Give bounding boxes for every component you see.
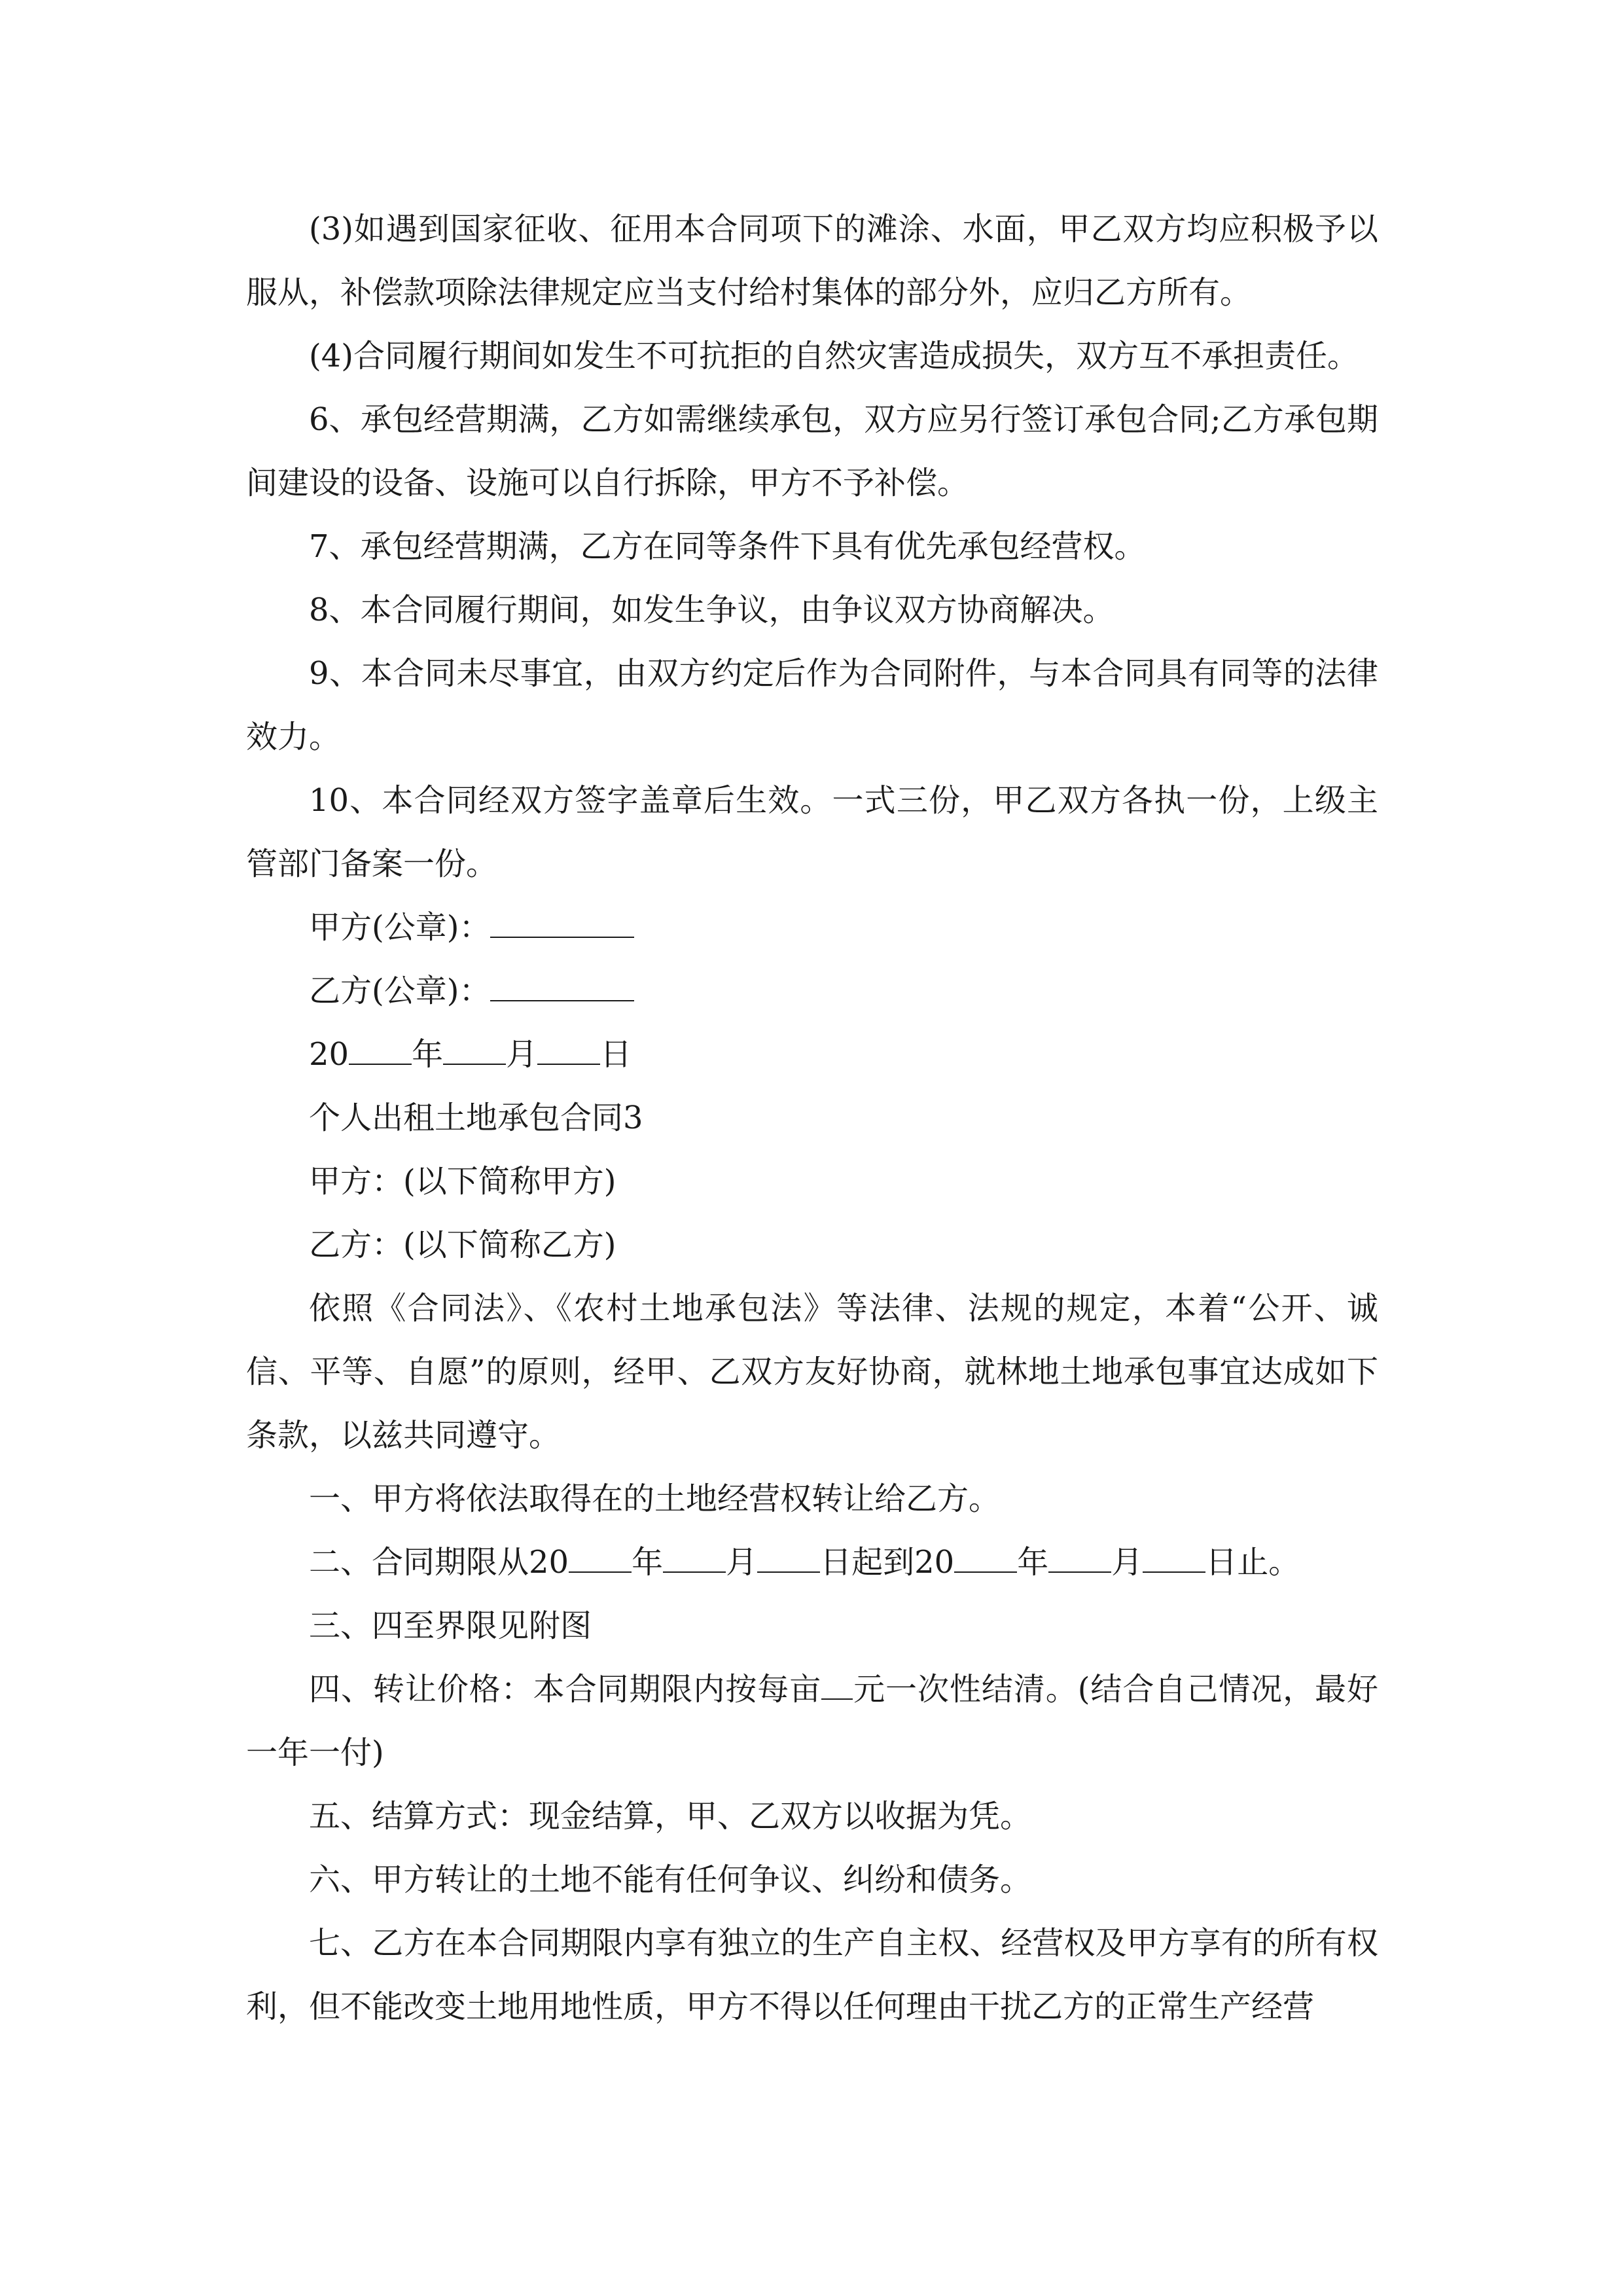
date-year-blank: [349, 1037, 412, 1065]
preamble: 依照《合同法》、《农村土地承包法》等法律、法规的规定，本着“公开、诚信、平等、自愿”的原则，经甲、乙双方友好协商，就林地土地承包事宜达成如下条款，以兹共同遵守。: [246, 1290, 1378, 1454]
start-month-label: 月: [726, 1544, 758, 1581]
end-month-label: 月: [1111, 1544, 1143, 1581]
end-year-blank: [954, 1545, 1017, 1573]
start-year-label: 年: [632, 1544, 664, 1581]
document-body: [246, 198, 1378, 2039]
clause-10: 10、本合同经双方签字盖章后生效。一式三份，甲乙双方各执一份，上级主管部门备案一份。: [246, 782, 1378, 882]
clause-six: 六、甲方转让的土地不能有任何争议、纠纷和债务。: [309, 1861, 1032, 1898]
clause-8: 8、本合同履行期间，如发生争议，由争议双方协商解决。: [309, 592, 1115, 628]
date-day-blank: [537, 1037, 600, 1065]
clause-five: 五、结算方式：现金结算，甲、乙双方以收据为凭。: [309, 1798, 1032, 1835]
price-blank: [821, 1672, 853, 1700]
clause-four-end: 元一次性结清。(结合自己情况，最好一年一付): [246, 1671, 1378, 1771]
end-day-label: 日止。: [1205, 1544, 1300, 1581]
signature-party-b-label: 乙方(公章)：: [309, 973, 491, 1009]
date-day-label: 日: [600, 1036, 632, 1073]
clause-three: 三、四至界限见附图: [309, 1607, 592, 1644]
clause-6: 6、承包经营期满，乙方如需继续承包，双方应另行签订承包合同;乙方承包期间建设的设备、设施可以自行拆除，甲方不予补偿。: [246, 401, 1378, 501]
party-a-line: 甲方：(以下简称甲方): [309, 1163, 616, 1200]
signature-party-b: [246, 960, 1378, 1023]
start-day-label: 日起到20: [820, 1544, 955, 1581]
clause-two: [246, 1531, 1378, 1594]
signature-party-a-blank: [490, 910, 634, 938]
end-day-blank: [1143, 1545, 1205, 1573]
clause-seven: 七、乙方在本合同期限内享有独立的生产自主权、经营权及甲方享有的所有权利，但不能改变土地用地性质，甲方不得以任何理由干扰乙方的正常生产经营: [246, 1925, 1378, 2025]
end-year-label: 年: [1017, 1544, 1049, 1581]
date-month-label: 月: [506, 1036, 538, 1073]
date-month-blank: [443, 1037, 506, 1065]
date-prefix: 20: [309, 1036, 349, 1073]
date-year-label: 年: [412, 1036, 444, 1073]
signature-party-b-blank: [490, 974, 634, 1001]
start-month-blank: [663, 1545, 726, 1573]
clause-two-start: 二、合同期限从20: [309, 1544, 569, 1581]
clause-one: 一、甲方将依法取得在的土地经营权转让给乙方。: [309, 1480, 1001, 1517]
signature-party-a-label: 甲方(公章)：: [309, 909, 491, 946]
clause-four-start: 四、转让价格：本合同期限内按每亩: [309, 1671, 822, 1708]
clause-5-4: (4)合同履行期间如发生不可抗拒的自然灾害造成损失，双方互不承担责任。: [309, 338, 1359, 374]
start-day-blank: [757, 1545, 820, 1573]
clause-four: [246, 1658, 1378, 1785]
contract-3-title: 个人出租土地承包合同3: [309, 1100, 643, 1136]
clause-7: 7、承包经营期满，乙方在同等条件下具有优先承包经营权。: [309, 528, 1146, 565]
date-line: [246, 1023, 1378, 1086]
clause-5-3: (3)如遇到国家征收、征用本合同项下的滩涂、水面，甲乙双方均应积极予以服从，补偿款项除法律规定应当支付给村集体的部分外，应归乙方所有。: [246, 211, 1378, 311]
party-b-line: 乙方：(以下简称乙方): [309, 1227, 616, 1263]
end-month-blank: [1048, 1545, 1111, 1573]
start-year-blank: [569, 1545, 632, 1573]
clause-9: 9、本合同未尽事宜，由双方约定后作为合同附件，与本合同具有同等的法律效力。: [246, 655, 1378, 755]
signature-party-a: [246, 896, 1378, 960]
